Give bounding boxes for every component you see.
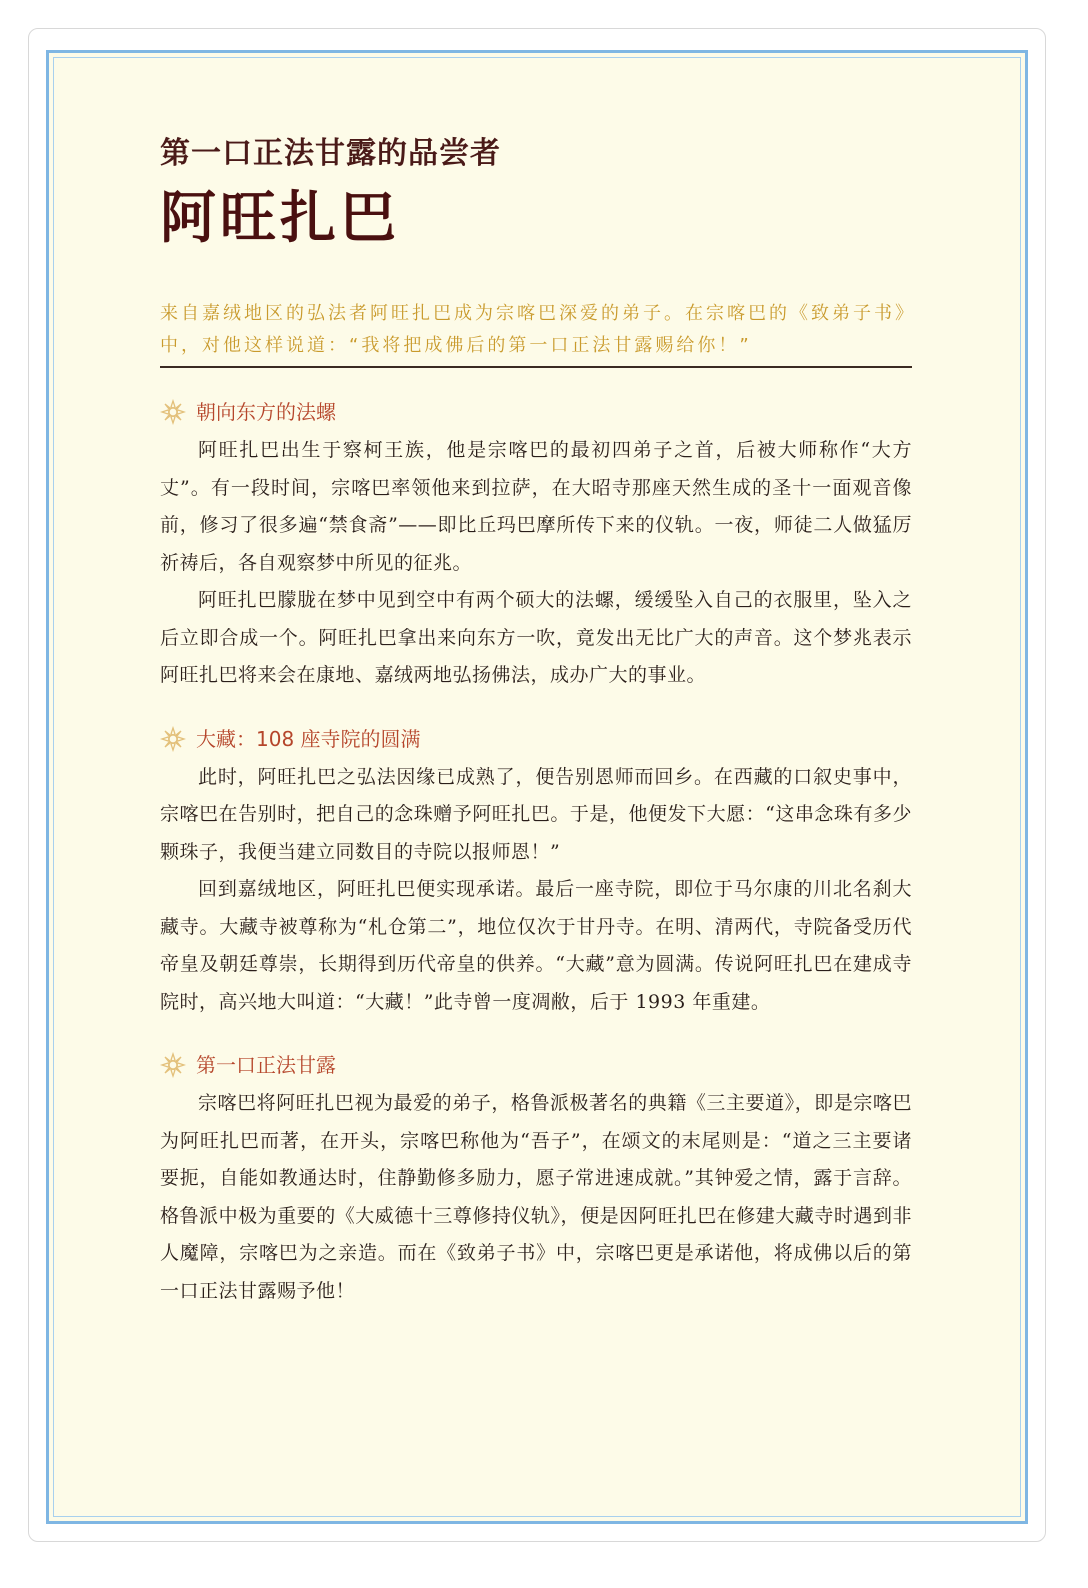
section-heading — [160, 1047, 912, 1083]
page-subtitle: 第一口正法甘露的品尝者 — [160, 136, 501, 171]
section-heading-text: 朝向东方的法螺 — [196, 400, 336, 424]
section-heading — [160, 394, 912, 430]
intro-text: 来自嘉绒地区的弘法者阿旺扎巴成为宗喀巴深爱的弟子。在宗喀巴的《致弟子书》中，对他这样说道：“我将把成佛后的第一口正法甘露赐给你！” — [160, 303, 907, 356]
intro-divider — [160, 366, 912, 368]
lotus-flower-icon — [160, 1052, 186, 1078]
section-nectar — [160, 1047, 912, 1310]
section-heading-text: 大藏：108 座寺院的圆满 — [196, 726, 421, 751]
section-paragraph: 此时，阿旺扎巴之弘法因缘已成熟了，便告别恩师而回乡。在西藏的口叙史事中，宗喀巴在告别时，把自己的念珠赠予阿旺扎巴。于是，他便发下大愿：“这串念珠有多少颗珠子，我便当建立同数目的寺院以报师恩！” — [160, 765, 912, 863]
section-conch — [160, 394, 912, 695]
section-paragraph: 宗喀巴将阿旺扎巴视为最爱的弟子，格鲁派极著名的典籍《三主要道》，即是宗喀巴为阿旺扎巴而著，在开头，宗喀巴称他为“吾子”，在颂文的末尾则是：“道之三主要诸要扼，自能如教通达时，住静勤修多励力，愿子常进速成就。”其钟爱之情，露于言辞。格鲁派中极为重要的《大威德十三尊修持仪轨》，便是因阿旺扎巴在修建大藏寺时遇到非人魔障，宗喀巴为之亲造。而在《致弟子书》中，宗喀巴更是承诺他，将成佛以后的第一口正法甘露赐予他！ — [160, 1092, 912, 1302]
section-paragraph: 回到嘉绒地区，阿旺扎巴便实现承诺。最后一座寺院，即位于马尔康的川北名刹大藏寺。大藏寺被尊称为“札仓第二”，地位仅次于甘丹寺。在明、清两代，寺院备受历代帝皇及朝廷尊崇，长期得到历代帝皇的供养。“大藏”意为圆满。传说阿旺扎巴在建成寺院时，高兴地大叫道：“大藏！”此寺曾一度凋敝，后于 1993 年重建。 — [160, 878, 912, 1013]
section-heading-text: 第一口正法甘露 — [196, 1053, 336, 1077]
page-content — [160, 130, 912, 1310]
section-dazang — [160, 721, 912, 1022]
lotus-flower-icon — [160, 726, 186, 752]
page-title: 阿旺扎巴 — [160, 185, 400, 251]
section-paragraph: 阿旺扎巴出生于察柯王族，他是宗喀巴的最初四弟子之首，后被大师称作“大方丈”。有一段时间，宗喀巴率领他来到拉萨，在大昭寺那座天然生成的圣十一面观音像前，修习了很多遍“禁食斋”——即比丘玛巴摩所传下来的仪轨。一夜，师徒二人做猛厉祈祷后，各自观察梦中所见的征兆。 — [160, 439, 912, 574]
section-paragraph: 阿旺扎巴朦胧在梦中见到空中有两个硕大的法螺，缓缓坠入自己的衣服里，坠入之后立即合成一个。阿旺扎巴拿出来向东方一吹，竟发出无比广大的声音。这个梦兆表示阿旺扎巴将来会在康地、嘉绒两地弘扬佛法，成办广大的事业。 — [160, 589, 912, 686]
lotus-flower-icon — [160, 399, 186, 425]
section-heading — [160, 721, 912, 757]
